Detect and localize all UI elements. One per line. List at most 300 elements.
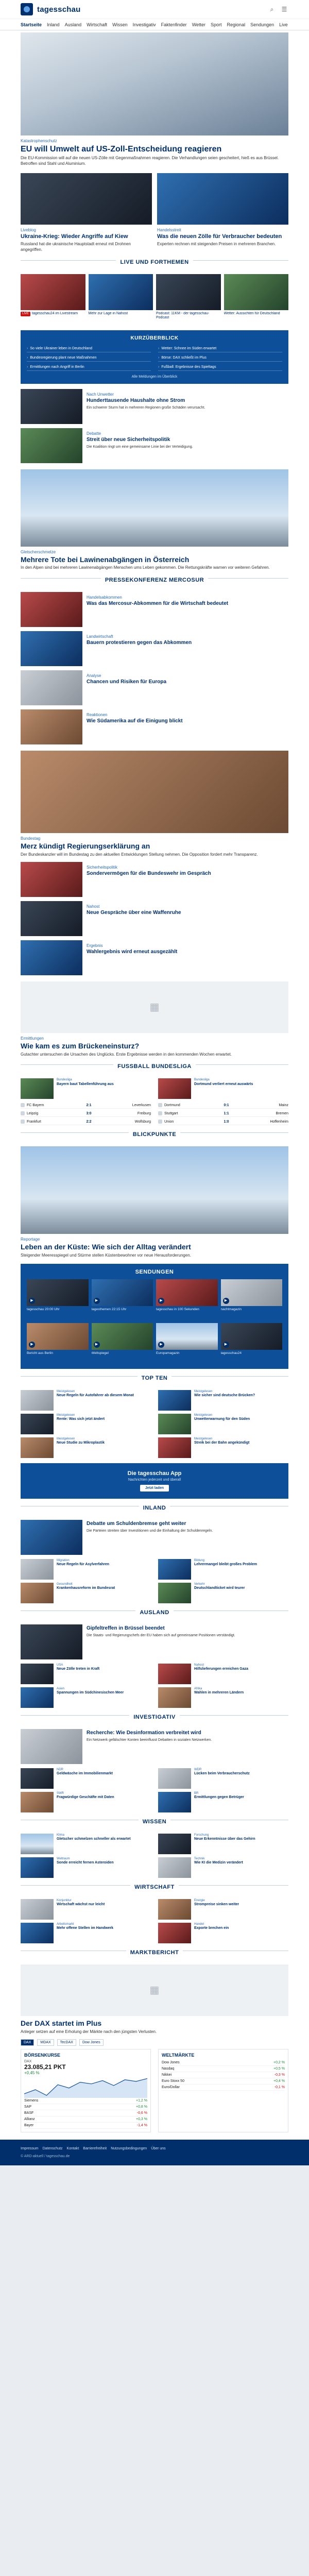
footer-link[interactable]: Über uns [151, 2146, 166, 2150]
nav-item[interactable]: Wetter [192, 22, 206, 27]
story2-image[interactable] [21, 901, 82, 936]
market-row[interactable] [162, 2060, 285, 2066]
menu-icon[interactable]: ☰ [281, 6, 287, 13]
market-tab[interactable]: MDAX [37, 2039, 54, 2046]
wirtschaft-headline[interactable]: Mehr offene Stellen im Handwerk [57, 1926, 114, 1930]
sendung-caption: tagesthemen 22:15 Uhr [91, 1307, 127, 1311]
inland-item[interactable] [21, 1559, 151, 1580]
logo-bar [0, 0, 309, 19]
topten-image[interactable] [21, 1390, 54, 1411]
inland-topline: Migration [57, 1558, 70, 1562]
dax-area [24, 2078, 147, 2098]
inland-lead-image[interactable] [21, 1520, 82, 1555]
bundesliga-image[interactable] [158, 1078, 191, 1099]
blickpunkte-image[interactable] [21, 1146, 288, 1234]
market-tab[interactable]: Dow Jones [79, 2039, 104, 2046]
logo-icon[interactable] [21, 3, 33, 15]
sendung-card[interactable] [27, 1323, 89, 1364]
ausland-topline: Nahost [194, 1663, 204, 1667]
kurzueberblick-item[interactable]: › Fußball: Ergebnisse des Spieltags [158, 364, 282, 371]
wirtschaft-topline: Energie [194, 1899, 205, 1902]
mercosur-item[interactable] [21, 709, 288, 744]
bundesliga-results [21, 1102, 288, 1125]
topten-image[interactable] [21, 1437, 54, 1458]
search-icon[interactable]: ⌕ [270, 5, 274, 13]
kurzueberblick-footer-link[interactable]: Alle Meldungen im Überblick [131, 375, 178, 379]
market-row[interactable] [24, 2098, 147, 2104]
wirtschaft-image[interactable] [21, 1923, 54, 1943]
live-card-image[interactable] [224, 274, 289, 310]
topten-item[interactable] [158, 1414, 288, 1434]
topten-topline: Meistgelesen [194, 1413, 213, 1417]
markt-story[interactable] [21, 1964, 288, 2035]
ausland-item[interactable] [158, 1687, 288, 1708]
mercosur-image[interactable] [21, 670, 82, 705]
feature-image[interactable] [21, 469, 288, 547]
team-crest-icon [21, 1111, 25, 1115]
story2-headline[interactable]: Sondervermögen für die Bundeswehr im Gespräch [87, 870, 211, 876]
market-row[interactable] [24, 2123, 147, 2129]
story-image[interactable] [21, 428, 82, 463]
video-image[interactable] [21, 981, 288, 1033]
story-item[interactable] [21, 389, 288, 424]
wirtschaft-item[interactable] [158, 1899, 288, 1920]
nav-item[interactable]: Wissen [112, 22, 128, 27]
sendung-image[interactable] [92, 1323, 153, 1350]
ausland-lead[interactable] [21, 1624, 288, 1659]
topten-headline[interactable]: Rente: Was sich jetzt ändert [57, 1417, 105, 1421]
logo-text[interactable]: tagesschau [37, 5, 81, 14]
investigativ-headline[interactable]: Lücken beim Verbraucherschutz [194, 1772, 250, 1776]
kurzueberblick-item[interactable]: › Bundesregierung plant neue Maßnahmen [27, 354, 151, 362]
story-teaser: Die Koalition ringt um eine gemeinsame Linie bei der Verteidigung. [87, 445, 193, 449]
topten-headline[interactable]: Neue Regeln für Autofahrer ab diesem Monat [57, 1394, 134, 1398]
bundesliga-image[interactable] [21, 1078, 54, 1099]
top-story-headline[interactable]: EU will Umwelt auf US-Zoll-Entscheidung reagieren [21, 145, 222, 154]
nav-item[interactable]: Sport [211, 22, 222, 27]
home-team: FC Bayern [27, 1103, 44, 1107]
wirtschaft-list [21, 1899, 288, 1943]
footer-link[interactable]: Impressum [21, 2146, 39, 2150]
investigativ-lead-teaser: Ein Netzwerk gefälschter Konten beeinflusst Debatten in sozialen Netzwerken. [87, 1738, 212, 1742]
investigativ-topline: WDR [194, 1768, 202, 1771]
topten-image[interactable] [158, 1414, 191, 1434]
markt-section-title: MARKTBERICHT [126, 1950, 183, 1956]
story-image[interactable] [21, 389, 82, 424]
boersenkurse-rows [24, 2098, 147, 2129]
wirtschaft-headline[interactable]: Strompreise sinken weiter [194, 1903, 239, 1907]
topten-headline[interactable]: Neue Studie zu Mikroplastik [57, 1441, 105, 1445]
match-row[interactable] [21, 1102, 151, 1109]
live-card-image[interactable] [156, 274, 221, 310]
inland-item[interactable] [21, 1583, 151, 1603]
ausland-image[interactable] [158, 1664, 191, 1684]
nav-item[interactable]: Faktenfinder [161, 22, 187, 27]
investigativ-item[interactable] [21, 1768, 151, 1789]
ausland-lead-image[interactable] [21, 1624, 82, 1659]
match-row[interactable] [158, 1110, 288, 1117]
weltmaerkte-box [158, 2049, 288, 2132]
investigativ-headline[interactable]: Geldwäsche im Immobilienmarkt [57, 1772, 113, 1776]
app-promo-button[interactable]: Jetzt laden [140, 1485, 169, 1492]
investigativ-lead-image[interactable] [21, 1729, 82, 1764]
top-pair-teaser: Experten rechnen mit steigenden Preisen in mehreren Branchen. [157, 241, 276, 246]
wissen-topline: Weltraum [57, 1857, 70, 1860]
feature-story[interactable] [21, 469, 288, 571]
ausland-section-head [21, 1611, 288, 1620]
big-story-headline[interactable]: Merz kündigt Regierungserklärung an [21, 842, 150, 851]
sendung-image[interactable] [156, 1279, 218, 1306]
nav-item[interactable]: Live [279, 22, 288, 27]
mercosur-image[interactable] [21, 631, 82, 666]
markt-section-head [21, 1951, 288, 1960]
sendung-image[interactable] [92, 1279, 153, 1306]
wirtschaft-item[interactable] [21, 1899, 151, 1920]
ausland-headline[interactable]: Wahlen in mehreren Ländern [194, 1691, 244, 1695]
bundesliga-item[interactable] [21, 1078, 151, 1099]
market-row-name: Nikkei [162, 2073, 172, 2077]
video-headline[interactable]: Wie kam es zum Brückeneinsturz? [21, 1041, 140, 1050]
market-row[interactable] [162, 2072, 285, 2078]
market-row[interactable] [162, 2078, 285, 2084]
sendung-image[interactable] [27, 1279, 89, 1306]
topten-item[interactable] [21, 1390, 151, 1411]
market-row-change: -1,4 % [136, 2123, 147, 2127]
kurzueberblick-item[interactable]: › Börse: DAX schließt im Plus [158, 354, 282, 362]
live-tag: LIVE [21, 312, 30, 316]
live-card-text: Podcast: 11KM - der tagesschau-Podcast [156, 311, 210, 319]
bundesliga-headline[interactable]: Dortmund verliert erneut auswärts [194, 1082, 253, 1086]
mercosur-headline[interactable]: Wie Südamerika auf die Einigung blickt [87, 718, 183, 724]
wissen-image[interactable] [158, 1834, 191, 1854]
investigativ-image[interactable] [21, 1792, 54, 1812]
big-story-image[interactable] [21, 751, 288, 833]
wirtschaft-section-head [21, 1885, 288, 1895]
ausland-item[interactable] [158, 1664, 288, 1684]
home-team: Dortmund [164, 1103, 180, 1107]
topten-item[interactable] [158, 1437, 288, 1458]
kurzueberblick-title: KURZÜBERBLICK [130, 335, 179, 341]
inland-item[interactable] [158, 1583, 288, 1603]
play-icon: ▶ [158, 1342, 164, 1348]
inland-lead-teaser: Die Parteien streiten über Investitionen und die Einhaltung der Schuldenregeln. [87, 1529, 213, 1533]
wissen-image[interactable] [21, 1857, 54, 1878]
markt-image[interactable] [21, 1964, 288, 2016]
inland-headline[interactable]: Neue Regeln für Asylverfahren [57, 1563, 110, 1567]
nav-item[interactable]: Inland [47, 22, 60, 27]
match-score: 3:0 [86, 1111, 92, 1115]
play-icon: ▶ [29, 1342, 35, 1348]
app-promo [21, 1463, 288, 1499]
play-icon: ▶ [223, 1298, 229, 1304]
topten-headline[interactable]: Unwetterwarnung für den Süden [194, 1417, 250, 1421]
investigativ-headline[interactable]: Ermittlungen gegen Betrüger [194, 1795, 244, 1800]
footer-link[interactable]: Datenschutz [42, 2146, 63, 2150]
sendung-card[interactable] [92, 1279, 153, 1320]
market-row[interactable] [24, 2110, 147, 2116]
market-row[interactable] [162, 2084, 285, 2091]
inland-lead-headline[interactable]: Debatte um Schuldenbremse geht weiter [87, 1520, 186, 1527]
match-row[interactable] [21, 1110, 151, 1117]
investigativ-topline: NDR [57, 1768, 63, 1771]
wirtschaft-item[interactable] [158, 1923, 288, 1943]
topten-item[interactable] [21, 1437, 151, 1458]
blickpunkte-headline[interactable]: Leben an der Küste: Wie sich der Alltag verändert [21, 1243, 191, 1251]
top-pair-item[interactable] [157, 173, 288, 253]
wissen-item[interactable] [21, 1834, 151, 1854]
ausland-image[interactable] [21, 1664, 54, 1684]
investigativ-lead[interactable] [21, 1729, 288, 1764]
market-row[interactable] [24, 2116, 147, 2123]
play-icon: ▶ [158, 1298, 164, 1304]
mercosur-image[interactable] [21, 709, 82, 744]
mercosur-item[interactable] [21, 631, 288, 666]
ausland-item[interactable] [21, 1664, 151, 1684]
sendung-card[interactable] [92, 1323, 153, 1364]
investigativ-lead-headline[interactable]: Recherche: Wie Desinformation verbreitet wird [87, 1730, 201, 1736]
blickpunkte-section-head [21, 1132, 288, 1142]
inland-headline[interactable]: Deutschlandticket wird teurer [194, 1586, 245, 1590]
ausland-section-title: AUSLAND [135, 1609, 173, 1616]
wissen-item[interactable] [21, 1857, 151, 1878]
investigativ-headline[interactable]: Fragwürdige Geschäfte mit Daten [57, 1795, 114, 1800]
story2-item[interactable] [21, 940, 288, 975]
sendung-card[interactable] [156, 1323, 218, 1364]
story2-image[interactable] [21, 862, 82, 897]
sendung-caption: tagesschau 20:00 Uhr [27, 1307, 60, 1311]
inland-image[interactable] [158, 1559, 191, 1580]
story2-image[interactable] [21, 940, 82, 975]
wissen-image[interactable] [158, 1857, 191, 1878]
mercosur-topline: Landwirtschaft [87, 634, 113, 639]
live-card[interactable] [224, 274, 289, 325]
team-crest-icon [158, 1111, 162, 1115]
video-story[interactable] [21, 981, 288, 1058]
inland-lead[interactable] [21, 1520, 288, 1555]
live-card-image[interactable] [89, 274, 153, 310]
wissen-item[interactable] [158, 1857, 288, 1878]
story2-item[interactable] [21, 901, 288, 936]
team-crest-icon [21, 1120, 25, 1124]
bundesliga-headline[interactable]: Bayern baut Tabellenführung aus [57, 1082, 114, 1086]
sendung-image[interactable] [156, 1323, 218, 1350]
topten-headline[interactable]: Streik bei der Bahn angekündigt [194, 1441, 250, 1445]
investigativ-item[interactable] [158, 1792, 288, 1812]
mercosur-image[interactable] [21, 592, 82, 627]
match-row[interactable] [158, 1118, 288, 1125]
top-story-image[interactable] [21, 32, 288, 135]
ausland-image[interactable] [21, 1687, 54, 1708]
top-pair-topline: Liveblog [21, 227, 36, 232]
wissen-item[interactable] [158, 1834, 288, 1854]
inland-image[interactable] [158, 1583, 191, 1603]
wissen-headline[interactable]: Sonde erreicht fernen Asteroiden [57, 1861, 114, 1865]
story2-headline[interactable]: Neue Gespräche über eine Waffenruhe [87, 909, 181, 916]
market-row-change: +1,2 % [136, 2098, 147, 2103]
dax-chart [24, 2077, 147, 2098]
topten-image[interactable] [21, 1414, 54, 1434]
live-card[interactable] [21, 274, 85, 325]
story-headline[interactable]: Hunderttausende Haushalte ohne Strom [87, 397, 185, 403]
live-card-image[interactable] [21, 274, 85, 310]
bundesliga-teasers [21, 1078, 288, 1099]
market-row[interactable] [24, 2104, 147, 2110]
story-topline: Nach Unwetter [87, 392, 114, 397]
match-row[interactable] [21, 1118, 151, 1125]
footer-link[interactable]: Nutzungsbedingungen [111, 2146, 147, 2150]
index-change: +0,45 % [24, 2070, 40, 2075]
sendung-image[interactable] [27, 1323, 89, 1350]
live-card[interactable] [156, 274, 221, 325]
live-card-caption [156, 312, 221, 325]
top-pair-headline[interactable]: Ukraine-Krieg: Wieder Angriffe auf Kiew [21, 233, 128, 240]
kurzueberblick-list [27, 345, 282, 371]
wirtschaft-headline[interactable]: Exporte brechen ein [194, 1926, 229, 1930]
market-row-change: -0,1 % [274, 2085, 285, 2089]
topten-image[interactable] [158, 1390, 191, 1411]
mercosur-item[interactable] [21, 592, 288, 627]
mercosur-item[interactable] [21, 670, 288, 705]
wissen-section-head [21, 1820, 288, 1829]
wissen-headline[interactable]: Gletscher schmelzen schneller als erwartet [57, 1837, 131, 1841]
main-content [0, 30, 309, 2132]
topten-topline: Meistgelesen [194, 1437, 213, 1440]
investigativ-image[interactable] [21, 1768, 54, 1789]
mercosur-headline[interactable]: Chancen und Risiken für Europa [87, 679, 167, 685]
sendung-card[interactable] [221, 1279, 283, 1320]
mercosur-headline[interactable]: Bauern protestieren gegen das Abkommen [87, 640, 192, 646]
top-pair-image[interactable] [157, 173, 288, 225]
wirtschaft-image[interactable] [158, 1923, 191, 1943]
investigativ-item[interactable] [21, 1792, 151, 1812]
sendung-card[interactable] [156, 1279, 218, 1320]
top-pair-item[interactable] [21, 173, 152, 253]
nav-item[interactable]: Regional [227, 22, 246, 27]
market-row-name: SAP [24, 2105, 32, 2109]
away-team: Leverkusen [132, 1103, 151, 1107]
bundesliga-item[interactable] [158, 1078, 288, 1099]
market-row-name: Nasdaq [162, 2066, 175, 2071]
inland-headline[interactable]: Lehrermangel bleibt großes Problem [194, 1563, 258, 1567]
nav-item[interactable]: Sendungen [250, 22, 274, 27]
wirtschaft-item[interactable] [21, 1923, 151, 1943]
nav-item[interactable]: Wirtschaft [87, 22, 108, 27]
topten-headline[interactable]: Wie sicher sind deutsche Brücken? [194, 1394, 255, 1398]
nav-item[interactable]: Investigativ [132, 22, 156, 27]
mercosur-headline[interactable]: Was das Mercosur-Abkommen für die Wirtschaft bedeutet [87, 601, 229, 607]
story-item[interactable] [21, 428, 288, 463]
story-list [21, 389, 288, 463]
big-story-teaser: Der Bundeskanzler will im Bundestag zu den aktuellen Entwicklungen Stellung nehmen. Die Opposition fordert mehr Transparenz. [21, 852, 258, 857]
kurzueberblick-item[interactable]: › Wetter: Schnee im Süden erwartet [158, 345, 282, 352]
big-story[interactable] [21, 751, 288, 858]
topten-image[interactable] [158, 1437, 191, 1458]
footer-link[interactable]: Barrierefreiheit [83, 2146, 107, 2150]
inland-image[interactable] [21, 1583, 54, 1603]
wissen-image[interactable] [21, 1834, 54, 1854]
sendung-card[interactable] [27, 1279, 89, 1320]
mercosur-topline: Reaktionen [87, 713, 108, 718]
ausland-image[interactable] [158, 1687, 191, 1708]
wissen-topline: Technik [194, 1857, 205, 1860]
market-row-name: Dow Jones [162, 2060, 180, 2064]
inland-headline[interactable]: Krankenhausreform im Bundesrat [57, 1586, 115, 1590]
wissen-headline[interactable]: Neue Erkenntnisse über das Gehirn [194, 1837, 255, 1841]
blickpunkte-story[interactable] [21, 1146, 288, 1259]
investigativ-item[interactable] [158, 1768, 288, 1789]
match-row[interactable] [158, 1102, 288, 1109]
top-pair-image[interactable] [21, 173, 152, 225]
market-row-name: Allianz [24, 2117, 35, 2121]
market-tab[interactable]: TecDAX [57, 2039, 76, 2046]
topten-item[interactable] [21, 1414, 151, 1434]
market-row[interactable] [162, 2066, 285, 2072]
inland-topline: Gesundheit [57, 1582, 73, 1586]
live-card[interactable] [89, 274, 153, 325]
ausland-headline[interactable]: Hilfslieferungen erreichen Gaza [194, 1667, 249, 1671]
market-row-name: Siemens [24, 2098, 39, 2103]
home-team: Leipzig [27, 1111, 39, 1115]
investigativ-topline: BR [194, 1791, 199, 1795]
kurzueberblick-item[interactable]: › Ermittlungen nach Angriff in Berlin [27, 364, 151, 371]
markt-headline[interactable]: Der DAX startet im Plus [21, 2019, 102, 2027]
ausland-headline[interactable]: Spannungen im Südchinesischen Meer [57, 1691, 124, 1695]
match-score: 0:1 [224, 1103, 229, 1107]
inland-item[interactable] [158, 1559, 288, 1580]
footer-link[interactable]: Kontakt [66, 2146, 79, 2150]
sendung-image[interactable] [221, 1323, 283, 1350]
investigativ-image[interactable] [158, 1792, 191, 1812]
footer-links [21, 2147, 288, 2150]
story2-topline: Nahost [87, 904, 100, 909]
market-tab[interactable]: DAX [21, 2039, 34, 2046]
wissen-headline[interactable]: Wie KI die Medizin verändert [194, 1861, 243, 1865]
nav-item[interactable]: Startseite [21, 22, 42, 27]
wirtschaft-section-title: WIRTSCHAFT [130, 1884, 179, 1890]
inland-section-head [21, 1506, 288, 1516]
sendung-image[interactable] [221, 1279, 283, 1306]
story-list-2 [21, 862, 288, 975]
market-row-change: +0,8 % [136, 2105, 147, 2109]
wirtschaft-image[interactable] [158, 1899, 191, 1920]
ausland-topline: Afrika [194, 1687, 202, 1690]
topten-item[interactable] [158, 1390, 288, 1411]
feature-headline[interactable]: Mehrere Tote bei Lawinenabgängen in Österreich [21, 555, 190, 564]
wirtschaft-image[interactable] [21, 1899, 54, 1920]
story-headline[interactable]: Streit über neue Sicherheitspolitik [87, 436, 170, 443]
wirtschaft-headline[interactable]: Wirtschaft wächst nur leicht [57, 1903, 105, 1907]
topten-topline: Meistgelesen [194, 1389, 213, 1393]
sendung-card[interactable] [221, 1323, 283, 1364]
ausland-headline[interactable]: Neue Zölle treten in Kraft [57, 1667, 100, 1671]
live-section-title: LIVE UND FORTHEMEN [116, 259, 193, 265]
nav-item[interactable]: Ausland [64, 22, 82, 27]
ausland-lead-headline[interactable]: Gipfeltreffen in Brüssel beendet [87, 1625, 165, 1631]
main-nav [0, 19, 309, 30]
investigativ-image[interactable] [158, 1768, 191, 1789]
top-story[interactable] [21, 30, 288, 167]
top-pair-headline[interactable]: Was die neuen Zölle für Verbraucher bedeuten [157, 233, 282, 240]
sendung-caption: tagesschau in 100 Sekunden [156, 1307, 199, 1311]
kurzueberblick-item[interactable]: › So viele Ukrainer leben in Deutschland [27, 345, 151, 352]
ausland-item[interactable] [21, 1687, 151, 1708]
investigativ-topline: SWR [57, 1791, 64, 1795]
story2-headline[interactable]: Wahlergebnis wird erneut ausgezählt [87, 948, 178, 955]
top-story-topline: Katastrophenschutz [21, 139, 57, 143]
home-team: Frankfurt [27, 1120, 42, 1124]
inland-image[interactable] [21, 1559, 54, 1580]
story2-item[interactable] [21, 862, 288, 897]
